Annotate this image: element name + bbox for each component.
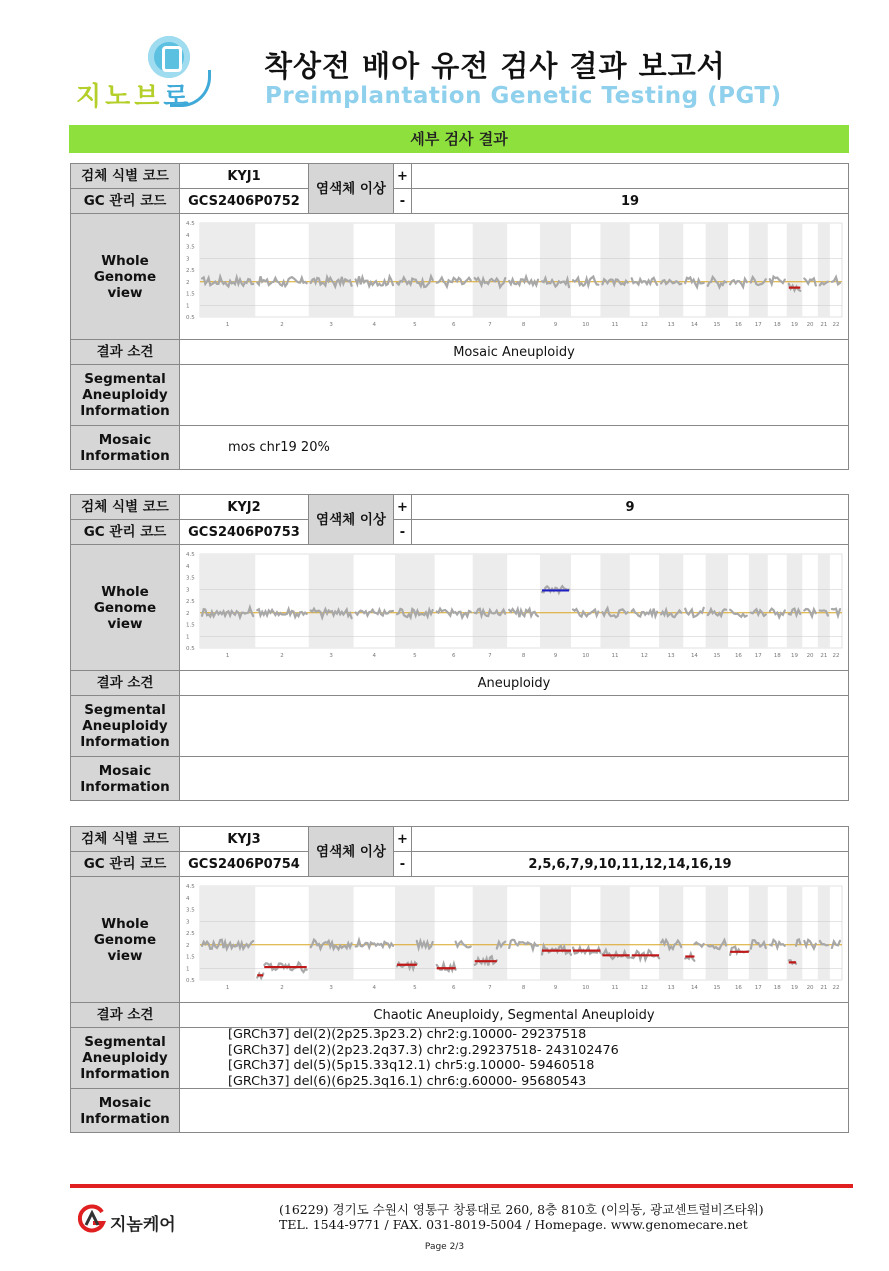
x-tick-label: 15 — [713, 321, 721, 328]
x-tick-label: 5 — [413, 652, 417, 659]
chromosome-band — [706, 223, 728, 317]
chromosome-band — [749, 223, 768, 317]
plus-label: + — [394, 495, 412, 520]
genomecare-logo-icon — [76, 1203, 108, 1235]
segmental-value — [180, 365, 848, 425]
chromosome-band — [818, 223, 830, 317]
mosaic-cell — [180, 757, 848, 800]
x-tick-label: 2 — [280, 321, 284, 328]
genome-chart-cell — [180, 877, 848, 1002]
result-value: Mosaic Aneuploidy — [453, 344, 575, 360]
x-tick-label: 17 — [754, 984, 762, 991]
x-tick-label: 9 — [553, 652, 558, 659]
sample-id-value: KYJ2 — [180, 495, 309, 520]
sample-id-value: KYJ1 — [180, 164, 309, 189]
x-tick-label: 6 — [451, 652, 456, 659]
x-tick-label: 16 — [734, 652, 742, 659]
genome-chart-cell — [180, 545, 848, 670]
footer-address: (16229) 경기도 수원시 영통구 창룡대로 260, 8층 810호 (이의동, 광교센트럴비즈타워) — [279, 1202, 764, 1217]
y-tick-label: 4 — [186, 895, 190, 902]
sample-block — [70, 163, 849, 470]
plot-area — [200, 223, 842, 317]
whole-genome-label: Whole Genome view — [71, 214, 180, 339]
report-subtitle: Preimplantation Genetic Testing (PGT) — [265, 83, 782, 109]
x-tick-label: 6 — [451, 984, 456, 991]
x-tick-label: 8 — [521, 321, 526, 328]
x-tick-label: 11 — [611, 984, 619, 991]
sample-id-value: KYJ3 — [180, 827, 309, 852]
plot-area — [200, 554, 842, 648]
chrom-abnormal-label: 염색체 이상 — [309, 495, 394, 544]
result-value: Chaotic Aneuploidy, Segmental Aneuploidy — [373, 1007, 655, 1023]
y-tick-label: 4.5 — [186, 551, 195, 558]
x-tick-label: 10 — [582, 984, 590, 991]
x-tick-label: 11 — [611, 652, 619, 659]
x-tick-label: 1 — [225, 321, 230, 328]
segmental-line: [GRCh37] del(2)(2p23.2q37.3) chr2:g.29237518- 243102476 — [228, 1042, 619, 1058]
minus-label: - — [394, 520, 412, 544]
chromosome-band — [659, 886, 683, 980]
y-tick-label: 4.5 — [186, 220, 195, 227]
chromosome-band — [473, 886, 508, 980]
chromosome-band — [540, 223, 571, 317]
footer-brand: 지놈케어 — [110, 1215, 176, 1235]
x-tick-label: 16 — [734, 984, 742, 991]
mosaic-cell — [180, 426, 848, 469]
chromosome-band — [706, 554, 728, 648]
y-tick-label: 2 — [186, 942, 190, 949]
y-tick-label: 1.5 — [186, 954, 195, 960]
x-tick-label: 18 — [773, 321, 781, 328]
x-tick-label: 5 — [413, 984, 417, 991]
x-tick-label: 13 — [667, 652, 675, 659]
x-tick-label: 3 — [329, 984, 333, 991]
y-tick-label: 4 — [186, 563, 190, 570]
x-tick-label: 7 — [488, 984, 492, 991]
x-tick-label: 10 — [582, 321, 590, 328]
x-tick-label: 19 — [791, 652, 799, 659]
minus-label: - — [394, 189, 412, 213]
y-tick-label: 1 — [186, 302, 190, 309]
x-tick-label: 8 — [521, 652, 526, 659]
sample-block — [70, 826, 849, 1133]
logo-text: 지노브로 — [76, 82, 193, 112]
chromosome-band — [540, 886, 571, 980]
chromosome-band — [600, 223, 629, 317]
x-tick-label: 7 — [488, 652, 492, 659]
gc-code-label: GC 관리 코드 — [71, 852, 180, 876]
x-tick-label: 19 — [791, 321, 799, 328]
x-tick-label: 21 — [820, 984, 828, 991]
gc-code-value: GCS2406P0753 — [180, 520, 309, 544]
chromosome-band — [200, 223, 255, 317]
x-tick-label: 16 — [734, 321, 742, 328]
y-tick-label: 2.5 — [186, 930, 195, 937]
mosaic-value: mos chr19 20% — [228, 440, 330, 455]
segmental-label: Segmental Aneuploidy Information — [71, 1028, 180, 1088]
x-tick-label: 2 — [280, 984, 284, 991]
plus-label: + — [394, 827, 412, 852]
report-title: 착상전 배아 유전 검사 결과 보고서 — [264, 49, 726, 83]
x-tick-label: 20 — [806, 652, 814, 659]
mosaic-label: Mosaic Information — [71, 757, 180, 800]
mosaic-label: Mosaic Information — [71, 1089, 180, 1132]
segmental-label: Segmental Aneuploidy Information — [71, 696, 180, 756]
x-tick-label: 14 — [690, 984, 698, 991]
whole-genome-label: Whole Genome view — [71, 877, 180, 1002]
x-tick-label: 17 — [754, 652, 762, 659]
chromosome-band — [600, 886, 629, 980]
page-number: Page 2/3 — [424, 1242, 465, 1252]
y-tick-label: 3.5 — [186, 244, 195, 250]
chromosome-band — [395, 223, 435, 317]
chromosome-band — [706, 886, 728, 980]
x-tick-label: 22 — [832, 984, 840, 991]
plus-value — [412, 164, 848, 189]
x-tick-label: 9 — [553, 321, 558, 328]
mosaic-cell — [180, 1089, 848, 1132]
x-tick-label: 10 — [582, 652, 590, 659]
y-tick-label: 0.5 — [186, 977, 195, 984]
x-tick-label: 3 — [329, 321, 333, 328]
y-tick-label: 1 — [186, 965, 190, 972]
segmental-list — [228, 1027, 619, 1089]
x-tick-label: 18 — [773, 652, 781, 659]
whole-genome-chart — [180, 217, 848, 337]
x-tick-label: 2 — [280, 652, 284, 659]
y-tick-label: 1 — [186, 633, 190, 640]
y-tick-label: 3 — [186, 255, 190, 262]
y-tick-label: 1.5 — [186, 291, 195, 297]
chromosome-band — [818, 554, 830, 648]
segmental-line: [GRCh37] del(6)(6p25.3q16.1) chr6:g.60000- 95680543 — [228, 1073, 587, 1089]
whole-genome-chart — [180, 548, 848, 668]
plus-value — [412, 827, 848, 852]
sample-id-label: 검체 식별 코드 — [71, 827, 180, 852]
chromosome-band — [473, 223, 508, 317]
x-tick-label: 3 — [329, 652, 333, 659]
y-tick-label: 2.5 — [186, 598, 195, 605]
y-tick-label: 0.5 — [186, 314, 195, 321]
x-tick-label: 18 — [773, 984, 781, 991]
chromosome-band — [659, 554, 683, 648]
footer-contact: TEL. 1544-9771 / FAX. 031-8019-5004 / Homepage. www.genomecare.net — [279, 1217, 748, 1232]
sample-id-label: 검체 식별 코드 — [71, 495, 180, 520]
y-tick-label: 4 — [186, 232, 190, 239]
minus-value — [412, 520, 848, 544]
y-tick-label: 2 — [186, 279, 190, 286]
result-value: Aneuploidy — [477, 675, 551, 691]
x-tick-label: 17 — [754, 321, 762, 328]
chromosome-band — [200, 886, 255, 980]
chromosome-band — [600, 554, 629, 648]
y-tick-label: 3 — [186, 918, 190, 925]
x-tick-label: 4 — [372, 984, 377, 991]
sample-block — [70, 494, 849, 801]
segmental-value — [180, 1028, 848, 1088]
x-tick-label: 19 — [791, 984, 799, 991]
result-label: 결과 소견 — [71, 671, 180, 695]
result-label: 결과 소견 — [71, 340, 180, 364]
segmental-value — [180, 696, 848, 756]
chromosome-band — [395, 554, 435, 648]
x-tick-label: 20 — [806, 984, 814, 991]
chromosome-band — [787, 554, 803, 648]
x-tick-label: 15 — [713, 652, 721, 659]
footer-divider — [70, 1184, 853, 1188]
gc-code-value: GCS2406P0752 — [180, 189, 309, 213]
chrom-abnormal-label: 염색체 이상 — [309, 164, 394, 213]
x-tick-label: 14 — [690, 321, 698, 328]
chromosome-band — [200, 554, 255, 648]
x-tick-label: 7 — [488, 321, 492, 328]
x-tick-label: 4 — [372, 321, 377, 328]
chromosome-band — [309, 223, 354, 317]
x-tick-label: 14 — [690, 652, 698, 659]
minus-value: 19 — [620, 193, 640, 209]
x-tick-label: 15 — [713, 984, 721, 991]
y-tick-label: 3 — [186, 586, 190, 593]
chromosome-band — [818, 886, 830, 980]
y-tick-label: 4.5 — [186, 883, 195, 890]
x-tick-label: 1 — [225, 652, 230, 659]
chromosome-band — [787, 886, 803, 980]
chromosome-band — [540, 554, 571, 648]
minus-value: 2,5,6,7,9,10,11,12,14,16,19 — [528, 856, 732, 872]
chrom-abnormal-label: 염색체 이상 — [309, 827, 394, 876]
y-tick-label: 2 — [186, 610, 190, 617]
whole-genome-chart — [180, 880, 848, 1000]
x-tick-label: 21 — [820, 321, 828, 328]
x-tick-label: 9 — [553, 984, 558, 991]
x-tick-label: 12 — [640, 321, 648, 328]
chromosome-band — [749, 554, 768, 648]
x-tick-label: 1 — [225, 984, 230, 991]
y-tick-label: 3.5 — [186, 907, 195, 913]
x-tick-label: 11 — [611, 321, 619, 328]
plus-value: 9 — [412, 495, 848, 520]
x-tick-label: 12 — [640, 984, 648, 991]
genome-chart-cell — [180, 214, 848, 339]
gc-code-label: GC 관리 코드 — [71, 520, 180, 544]
y-tick-label: 3.5 — [186, 575, 195, 581]
x-tick-label: 4 — [372, 652, 377, 659]
gc-code-value: GCS2406P0754 — [180, 852, 309, 876]
chromosome-band — [659, 223, 683, 317]
y-tick-label: 2.5 — [186, 267, 195, 274]
chromosome-band — [787, 223, 803, 317]
x-tick-label: 20 — [806, 321, 814, 328]
minus-label: - — [394, 852, 412, 876]
chromosome-band — [473, 554, 508, 648]
segmental-label: Segmental Aneuploidy Information — [71, 365, 180, 425]
chromosome-band — [309, 554, 354, 648]
x-tick-label: 8 — [521, 984, 526, 991]
x-tick-label: 6 — [451, 321, 456, 328]
mosaic-label: Mosaic Information — [71, 426, 180, 469]
x-tick-label: 13 — [667, 984, 675, 991]
result-label: 결과 소견 — [71, 1003, 180, 1027]
chromosome-band — [309, 886, 354, 980]
x-tick-label: 22 — [832, 652, 840, 659]
x-tick-label: 13 — [667, 321, 675, 328]
y-tick-label: 1.5 — [186, 622, 195, 628]
section-banner: 세부 검사 결과 — [69, 125, 849, 153]
x-tick-label: 5 — [413, 321, 417, 328]
whole-genome-label: Whole Genome view — [71, 545, 180, 670]
report-header — [0, 0, 889, 125]
segmental-line: [GRCh37] del(2)(2p25.3p23.2) chr2:g.10000- 29237518 — [228, 1027, 587, 1042]
chromosome-band — [749, 886, 768, 980]
sample-id-label: 검체 식별 코드 — [71, 164, 180, 189]
x-tick-label: 21 — [820, 652, 828, 659]
gc-code-label: GC 관리 코드 — [71, 189, 180, 213]
x-tick-label: 12 — [640, 652, 648, 659]
segmental-line: [GRCh37] del(5)(5p15.33q12.1) chr5:g.10000- 59460518 — [228, 1058, 595, 1073]
plus-label: + — [394, 164, 412, 189]
x-tick-label: 22 — [832, 321, 840, 328]
y-tick-label: 0.5 — [186, 645, 195, 652]
